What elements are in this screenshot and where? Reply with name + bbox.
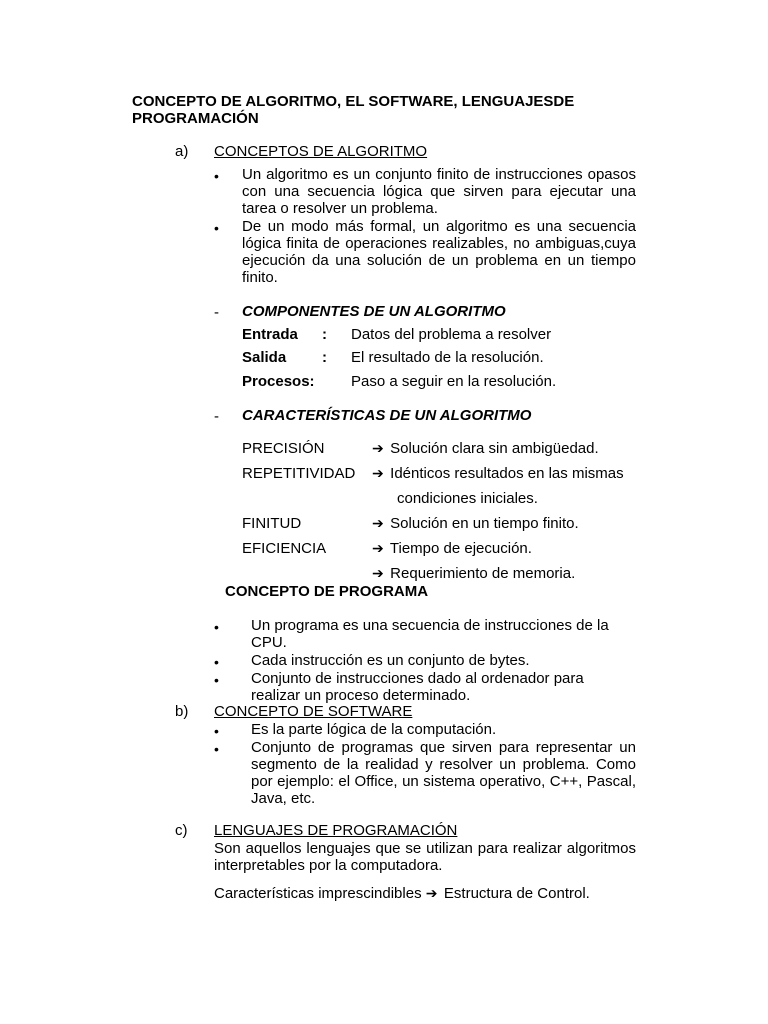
program-heading: CONCEPTO DE PROGRAMA bbox=[225, 583, 429, 600]
component-separator: : bbox=[322, 326, 327, 343]
characteristic-value bbox=[372, 565, 575, 582]
arrow-right-icon: ➔ bbox=[372, 565, 384, 581]
section-c-marker: c) bbox=[175, 822, 188, 839]
list-item: Un programa es una secuencia de instrucciones de la CPU. bbox=[251, 617, 609, 651]
section-b-heading: CONCEPTO DE SOFTWARE bbox=[214, 703, 413, 720]
bullet-icon: • bbox=[214, 619, 219, 635]
component-term: Entrada bbox=[242, 326, 298, 343]
components-heading: COMPONENTES DE UN ALGORITMO bbox=[242, 303, 506, 320]
list-item: Conjunto de programas que sirven para representar un segmento de la realidad y resolver un problema. Como por ejemplo: el Office, un sistema operativo, C++, Pascal, Java, etc. bbox=[251, 739, 636, 807]
arrow-right-icon: ➔ bbox=[372, 540, 384, 556]
page-title: CONCEPTO DE ALGORITMO, EL SOFTWARE, LENGUAJESDE PROGRAMACIÓN bbox=[132, 93, 575, 127]
bullet-icon: • bbox=[214, 672, 219, 688]
characteristic-term: FINITUD bbox=[242, 515, 302, 532]
component-term: Procesos: bbox=[242, 373, 315, 390]
arrow-right-icon: ➔ bbox=[372, 440, 384, 456]
section-a-heading: CONCEPTOS DE ALGORITMO bbox=[214, 143, 428, 160]
characteristic-desc: Tiempo de ejecución. bbox=[389, 540, 532, 557]
characteristic-desc: Idénticos resultados en las mismas bbox=[390, 465, 624, 482]
characteristic-desc: condiciones iniciales. bbox=[397, 490, 538, 507]
arrow-right-icon: ➔ bbox=[372, 465, 384, 481]
features-line bbox=[214, 885, 590, 902]
list-item: De un modo más formal, un algoritmo es una secuencia lógica finita de operaciones realizables, no ambiguas,cuya ejecución da una solución de un problema en un tiempo finito. bbox=[242, 218, 636, 286]
characteristics-dash: - bbox=[214, 408, 219, 425]
component-separator: : bbox=[322, 349, 327, 366]
bullet-icon: • bbox=[214, 220, 219, 236]
component-term: Salida bbox=[242, 349, 287, 366]
features-value: Estructura de Control. bbox=[443, 885, 590, 902]
characteristic-value bbox=[372, 540, 532, 557]
characteristic-desc: Requerimiento de memoria. bbox=[390, 565, 576, 582]
bullet-icon: • bbox=[214, 723, 219, 739]
list-item: Es la parte lógica de la computación. bbox=[251, 721, 497, 738]
characteristic-value bbox=[372, 515, 579, 532]
bullet-icon: • bbox=[214, 741, 219, 757]
bullet-icon: • bbox=[214, 654, 219, 670]
characteristic-desc: Solución en un tiempo finito. bbox=[390, 515, 579, 532]
section-c-paragraph: Son aquellos lenguajes que se utilizan para realizar algoritmos interpretables por la computadora. bbox=[214, 840, 636, 874]
characteristic-value bbox=[372, 440, 599, 457]
list-item: Un algoritmo es un conjunto finito de instrucciones opasos con una secuencia lógica que sirven para ejecutar una tarea o resolver un problema. bbox=[242, 166, 636, 217]
component-desc: Datos del problema a resolver bbox=[351, 326, 552, 343]
bullet-icon: • bbox=[214, 168, 219, 184]
characteristic-term: PRECISIÓN bbox=[242, 440, 325, 457]
component-desc: El resultado de la resolución. bbox=[351, 349, 544, 366]
components-dash: - bbox=[214, 304, 219, 321]
arrow-right-icon: ➔ bbox=[425, 885, 438, 901]
section-c-heading: LENGUAJES DE PROGRAMACIÓN bbox=[214, 822, 458, 839]
characteristic-desc: Solución clara sin ambigüedad. bbox=[390, 440, 599, 457]
features-label: Características imprescindibles bbox=[214, 885, 422, 902]
arrow-right-icon: ➔ bbox=[372, 515, 384, 531]
characteristics-heading: CARACTERÍSTICAS DE UN ALGORITMO bbox=[242, 407, 532, 424]
section-b-marker: b) bbox=[175, 703, 189, 720]
characteristic-term: REPETITIVIDAD bbox=[242, 465, 356, 482]
characteristic-term: EFICIENCIA bbox=[242, 540, 327, 557]
list-item: Conjunto de instrucciones dado al ordenador para realizar un proceso determinado. bbox=[251, 670, 584, 704]
characteristic-value bbox=[372, 465, 624, 482]
list-item: Cada instrucción es un conjunto de bytes. bbox=[251, 652, 530, 669]
component-desc: Paso a seguir en la resolución. bbox=[351, 373, 557, 390]
section-a-marker: a) bbox=[175, 143, 189, 160]
